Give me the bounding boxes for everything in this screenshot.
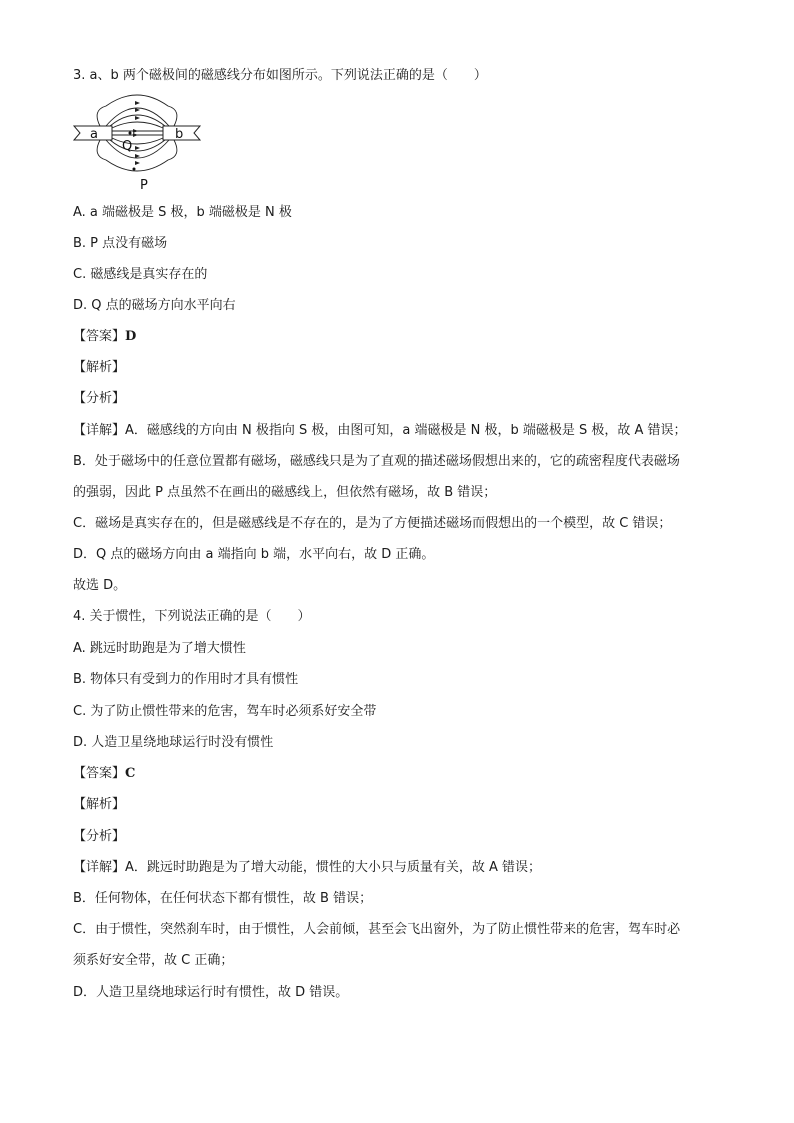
- q3-detail-line: D．Q 点的磁场方向由 a 端指向 b 端，水平向右，故 D 正确。: [73, 547, 435, 562]
- label-b: b: [175, 127, 184, 142]
- q4-fenxi-heading: 【分析】: [73, 829, 126, 844]
- q4-jiexi-heading: 【解析】: [73, 797, 126, 812]
- q3-detail-line: B．处于磁场中的任意位置都有磁场，磁感线只是为了直观的描述磁场假想出来的，它的疏密程度代表磁场: [73, 454, 680, 469]
- q3-option-b: B. P 点没有磁场: [73, 236, 168, 251]
- q4-option-b: B. 物体只有受到力的作用时才具有惯性: [73, 672, 299, 687]
- answer-tag: 【答案】: [73, 766, 126, 781]
- q3-jiexi-heading: 【解析】: [73, 360, 126, 375]
- magnet-field-figure: [72, 88, 212, 198]
- magnetic-field-diagram: [72, 88, 212, 198]
- label-p: P: [140, 178, 148, 193]
- answer-value: C: [125, 766, 136, 781]
- point-q-dot: [129, 132, 132, 135]
- q4-option-c: C. 为了防止惯性带来的危害，驾车时必须系好安全带: [73, 704, 377, 719]
- q4-detail-line: B．任何物体，在任何状态下都有惯性，故 B 错误；: [73, 891, 373, 906]
- answer-value: D: [125, 329, 137, 344]
- q3-option-d: D. Q 点的磁场方向水平向右: [73, 298, 236, 313]
- label-a: a: [90, 127, 98, 142]
- q4-option-d: D. 人造卫星绕地球运行时没有惯性: [73, 735, 274, 750]
- q4-detail-line: D．人造卫星绕地球运行时有惯性，故 D 错误。: [73, 985, 349, 1000]
- q4-detail-line: 须系好安全带，故 C 正确；: [73, 953, 234, 968]
- q3-detail-line: C．磁场是真实存在的，但是磁感线是不存在的，是为了方便描述磁场而假想出的一个模型，故 C 错误；: [73, 516, 672, 531]
- q3-option-c: C. 磁感线是真实存在的: [73, 267, 208, 282]
- q3-stem: 3. a、b 两个磁极间的磁感线分布如图所示。下列说法正确的是（ ）: [73, 68, 487, 83]
- q3-detail-line: 故选 D。: [73, 578, 127, 593]
- q4-detail-line: C．由于惯性，突然刹车时，由于惯性，人会前倾，甚至会飞出窗外，为了防止惯性带来的危害，驾车时必: [73, 922, 681, 937]
- q4-answer-line: [73, 766, 135, 782]
- answer-tag: 【答案】: [73, 329, 126, 344]
- q4-option-a: A. 跳远时助跑是为了增大惯性: [73, 641, 246, 656]
- q3-detail-line: 【详解】A．磁感线的方向由 N 极指向 S 极，由图可知，a 端磁极是 N 极，b 端磁极是 S 极，故 A 错误；: [73, 423, 687, 438]
- point-p-dot: [133, 168, 136, 171]
- q4-detail-line: 【详解】A．跳远时助跑是为了增大动能，惯性的大小只与质量有关，故 A 错误；: [73, 860, 542, 875]
- q3-detail-line: 的强弱，因此 P 点虽然不在画出的磁感线上，但依然有磁场，故 B 错误；: [73, 485, 497, 500]
- q3-option-a: A. a 端磁极是 S 极，b 端磁极是 N 极: [73, 205, 292, 220]
- q4-stem: 4. 关于惯性，下列说法正确的是（ ）: [73, 609, 311, 624]
- q3-fenxi-heading: 【分析】: [73, 391, 126, 406]
- q3-answer-line: [73, 329, 136, 345]
- label-q: Q: [122, 139, 133, 154]
